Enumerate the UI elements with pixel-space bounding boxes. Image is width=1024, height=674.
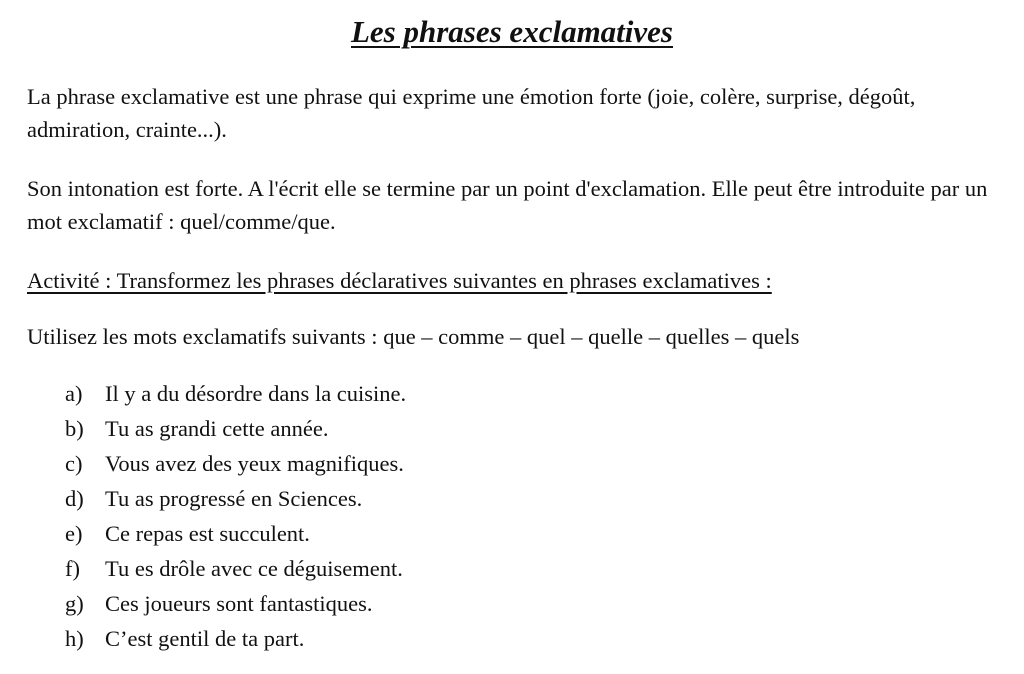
list-item-text: C’est gentil de ta part. <box>105 626 305 651</box>
list-item-text: Ces joueurs sont fantastiques. <box>105 591 373 616</box>
list-marker: d) <box>65 486 84 511</box>
list-item <box>65 411 406 446</box>
list-marker: g) <box>65 591 84 616</box>
list-marker: c) <box>65 451 83 476</box>
list-item <box>65 551 406 586</box>
definition-paragraph: La phrase exclamative est une phrase qui exprime une émotion forte (joie, colère, surprise, dégoût, admiration, crainte...). <box>27 84 916 142</box>
list-item <box>65 586 406 621</box>
list-item <box>65 621 406 656</box>
list-item-text: Ce repas est succulent. <box>105 521 310 546</box>
list-marker: b) <box>65 416 84 441</box>
list-item <box>65 446 406 481</box>
intonation-paragraph: Son intonation est forte. A l'écrit elle se termine par un point d'exclamation. Elle peut être introduite par un mot exclamatif : quel/comme/que. <box>27 176 988 234</box>
instruction-text: Utilisez les mots exclamatifs suivants : que – comme – quel – quelle – quelles – quels <box>27 324 800 349</box>
activity-heading <box>27 264 1002 297</box>
exercise-list <box>65 376 406 656</box>
list-item-text: Tu as progressé en Sciences. <box>105 486 363 511</box>
activity-heading-text: Activité : Transformez les phrases déclaratives suivantes en phrases exclamatives : <box>27 268 772 293</box>
list-marker: a) <box>65 381 83 406</box>
list-marker: f) <box>65 556 80 581</box>
list-item-text: Tu es drôle avec ce déguisement. <box>105 556 403 581</box>
list-marker: h) <box>65 626 84 651</box>
list-item-text: Tu as grandi cette année. <box>105 416 329 441</box>
list-item <box>65 516 406 551</box>
list-item-text: Il y a du désordre dans la cuisine. <box>105 381 407 406</box>
list-item <box>65 481 406 516</box>
list-item <box>65 376 406 411</box>
list-item-text: Vous avez des yeux magnifiques. <box>105 451 404 476</box>
list-marker: e) <box>65 521 83 546</box>
page-title: Les phrases exclamatives <box>350 14 673 49</box>
